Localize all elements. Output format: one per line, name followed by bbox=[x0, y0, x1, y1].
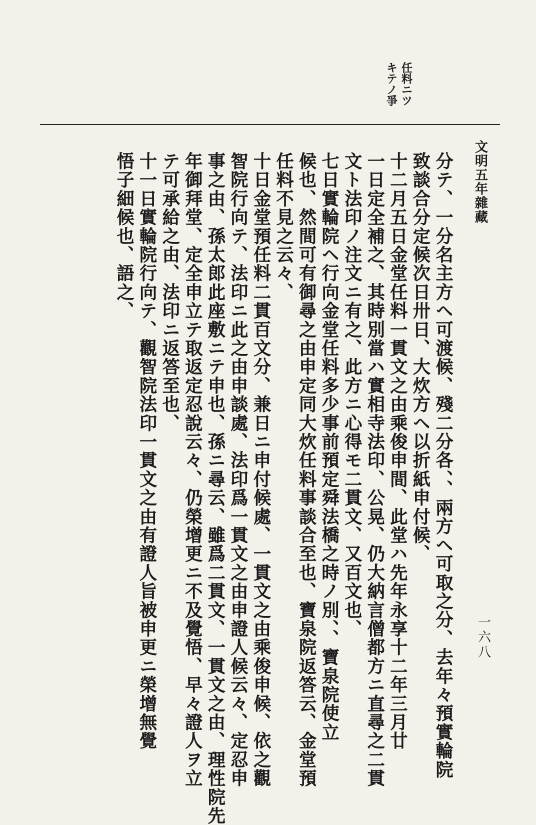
text-column: 任料不見之云々、 bbox=[273, 152, 295, 302]
text-column: 十日金堂預任料二貫百文分、兼日ニ申付候處、一貫文之由乘俊申候、依之觀 bbox=[250, 152, 272, 788]
text-column: 致談合分定候次日卅日、大炊方ヘ以折紙申付候、 bbox=[410, 152, 432, 564]
text-column: 文ト法印ノ注文ニ有之、此方ニ心得モ二貫文、又百文也、 bbox=[341, 152, 363, 639]
text-column: 悟子細候也、語之、 bbox=[114, 152, 136, 321]
margin-note-line: キテノ爭 bbox=[385, 62, 398, 106]
text-column: 智院行向テ、法印ニ此之由申談處、法印爲一貫文之由申證人候云々、定忍申 bbox=[227, 152, 249, 788]
text-column: 年御拜堂、定全申立テ取返定忍說云々、仍榮增更ニ不及覺悟、早々證人ヲ立 bbox=[182, 152, 204, 788]
page-number: 一六八 bbox=[475, 615, 490, 660]
text-column: 十一日實輪院行向テ、觀智院法印一貫文之由有證人旨被申更ニ榮增無覺 bbox=[136, 152, 158, 751]
text-column: 七日實輪院ヘ行向金堂任料多少事前預定舜法橋之時ノ別、、寶泉院使立 bbox=[319, 152, 341, 742]
text-column: テ可承給之由、法印ニ返答至也、 bbox=[159, 152, 181, 433]
header-rule bbox=[40, 124, 500, 125]
text-column: 一日定全補之、其時別當ハ實相寺法印、公晃、仍大納言僧都方ニ直尋之二貫 bbox=[364, 152, 386, 788]
text-column: 十二月五日金堂任料一貫文之由乘俊申間、此堂ハ先年永享十二年三月廿 bbox=[387, 152, 409, 751]
body-text bbox=[114, 152, 454, 825]
text-column: 候也、然間可有御尋之由申定同大炊任料事談合至也、寶泉院返答云、金堂預 bbox=[296, 152, 318, 788]
running-head: 文明五年雜藏 bbox=[472, 140, 487, 224]
text-column: 事之由、孫太郎此座敷ニテ申也、孫ニ尋云、雖爲二貫文、一貫文之由、理性院先 bbox=[205, 152, 227, 825]
margin-note-line: 任料ニツ bbox=[400, 62, 413, 106]
text-column: 分テ、一分名主方ヘ可渡候、殘二分各、、兩方ヘ可取之分、去年々預實輪院 bbox=[433, 152, 454, 779]
margin-note bbox=[385, 62, 413, 122]
